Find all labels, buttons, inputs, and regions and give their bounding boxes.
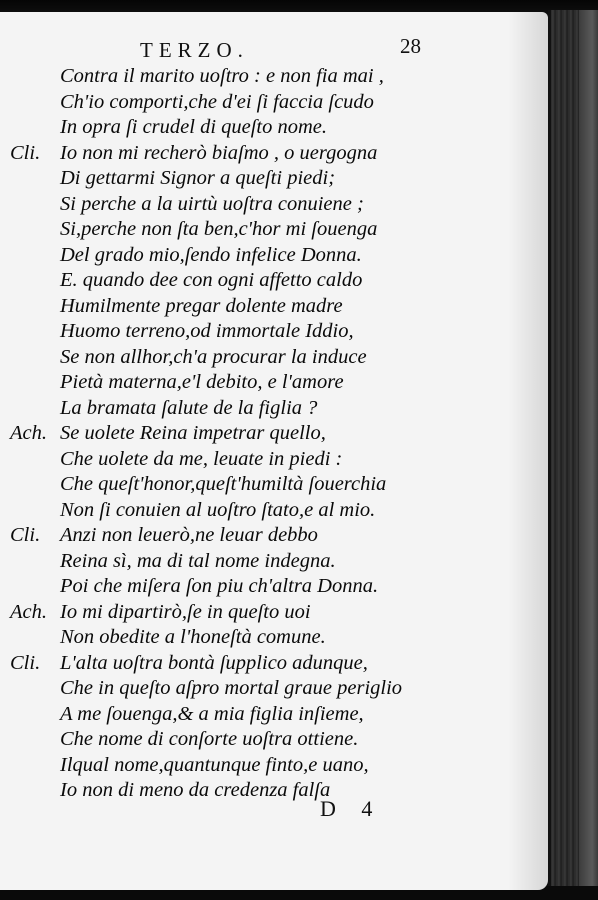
verse-text: Io non mi recherò biaſmo , o uergogna [60, 141, 378, 164]
book-page [0, 12, 548, 890]
verse-line [0, 115, 548, 141]
verse-line [0, 727, 548, 753]
verse-line [0, 141, 548, 167]
verse-block [0, 64, 548, 804]
verse-line [0, 549, 548, 575]
verse-text: Si,perche non ſta ben,c'hor mi ſouenga [60, 218, 378, 240]
verse-text: Non ſi conuien al uoſtro ſtato,e al mio. [60, 498, 376, 521]
verse-line [0, 574, 548, 600]
page-number: 28 [400, 34, 421, 58]
verse-line [0, 625, 548, 651]
verse-text: Io non di meno da credenza falſa [60, 779, 331, 801]
verse-line [0, 243, 548, 269]
verse-line [0, 651, 548, 677]
signature-mark: D 4 [320, 796, 383, 821]
verse-text: Ch'io comporti,che d'ei ſi faccia ſcudo [60, 90, 374, 113]
verse-line [0, 421, 548, 447]
verse-text: Se non allhor,ch'a procurar la induce [60, 345, 367, 368]
verse-line [0, 676, 548, 702]
verse-line [0, 192, 548, 218]
verse-line [0, 472, 548, 498]
speaker-label: Cli. [10, 141, 41, 164]
verse-text: Che uolete da me, leuate in piedi : [60, 447, 343, 470]
speaker-label: Ach. [10, 422, 47, 444]
verse-text: Contra il marito uoſtro : e non fia mai , [60, 65, 384, 87]
verse-text: Non obedite a l'honeſtà comune. [60, 626, 326, 648]
verse-text: In opra ſi crudel di queſto nome. [60, 116, 328, 138]
verse-text: Humilmente pregar dolente madre [60, 294, 343, 317]
verse-line [0, 778, 548, 804]
speaker-label: Cli. [10, 524, 41, 546]
verse-text: Che queſt'honor,queſt'humiltà ſouerchia [60, 473, 387, 495]
verse-line [0, 498, 548, 524]
verse-line [0, 600, 548, 626]
verse-line [0, 64, 548, 90]
verse-text: Di gettarmi Signor a queſti piedi; [60, 167, 336, 189]
book-fore-edge [548, 10, 598, 890]
verse-line [0, 90, 548, 116]
verse-text: Poi che miſera ſon piu ch'altra Donna. [60, 575, 379, 597]
verse-line [0, 294, 548, 320]
verse-text: Reina sì, ma di tal nome indegna. [60, 549, 336, 572]
speaker-label: Ach. [10, 600, 47, 623]
verse-text: La bramata ſalute de la figlia ? [60, 396, 318, 419]
verse-line [0, 370, 548, 396]
verse-text: Io mi dipartirò,ſe in queſto uoi [60, 600, 311, 623]
verse-text: Se uolete Reina impetrar quello, [60, 422, 326, 444]
verse-text: Pietà materna,e'l debito, e l'amore [60, 371, 344, 393]
verse-text: Huomo terreno,od immortale Iddio, [60, 320, 354, 342]
verse-line [0, 523, 548, 549]
verse-text: Che in queſto aſpro mortal graue periglio [60, 677, 403, 699]
verse-line [0, 753, 548, 779]
verse-line [0, 319, 548, 345]
verse-line [0, 345, 548, 371]
verse-line [0, 268, 548, 294]
verse-line [0, 447, 548, 473]
verse-text: Ilqual nome,quantunque finto,e uano, [60, 753, 369, 776]
verse-text: Si perche a la uirtù uoſtra conuiene ; [60, 192, 364, 215]
verse-text: E. quando dee con ogni affetto caldo [60, 269, 363, 291]
speaker-label: Cli. [10, 651, 41, 674]
verse-text: L'alta uoſtra bontà ſupplico adunque, [60, 651, 368, 674]
verse-line [0, 217, 548, 243]
verse-line [0, 396, 548, 422]
verse-line [0, 166, 548, 192]
verse-text: Anzi non leuerò,ne leuar debbo [60, 524, 318, 546]
verse-text: A me ſouenga,& a mia figlia inſieme, [60, 702, 364, 725]
running-head: TERZO. [140, 38, 249, 62]
verse-text: Che nome di conſorte uoſtra ottiene. [60, 728, 359, 750]
verse-text: Del grado mio,ſendo infelice Donna. [60, 243, 362, 266]
verse-line [0, 702, 548, 728]
